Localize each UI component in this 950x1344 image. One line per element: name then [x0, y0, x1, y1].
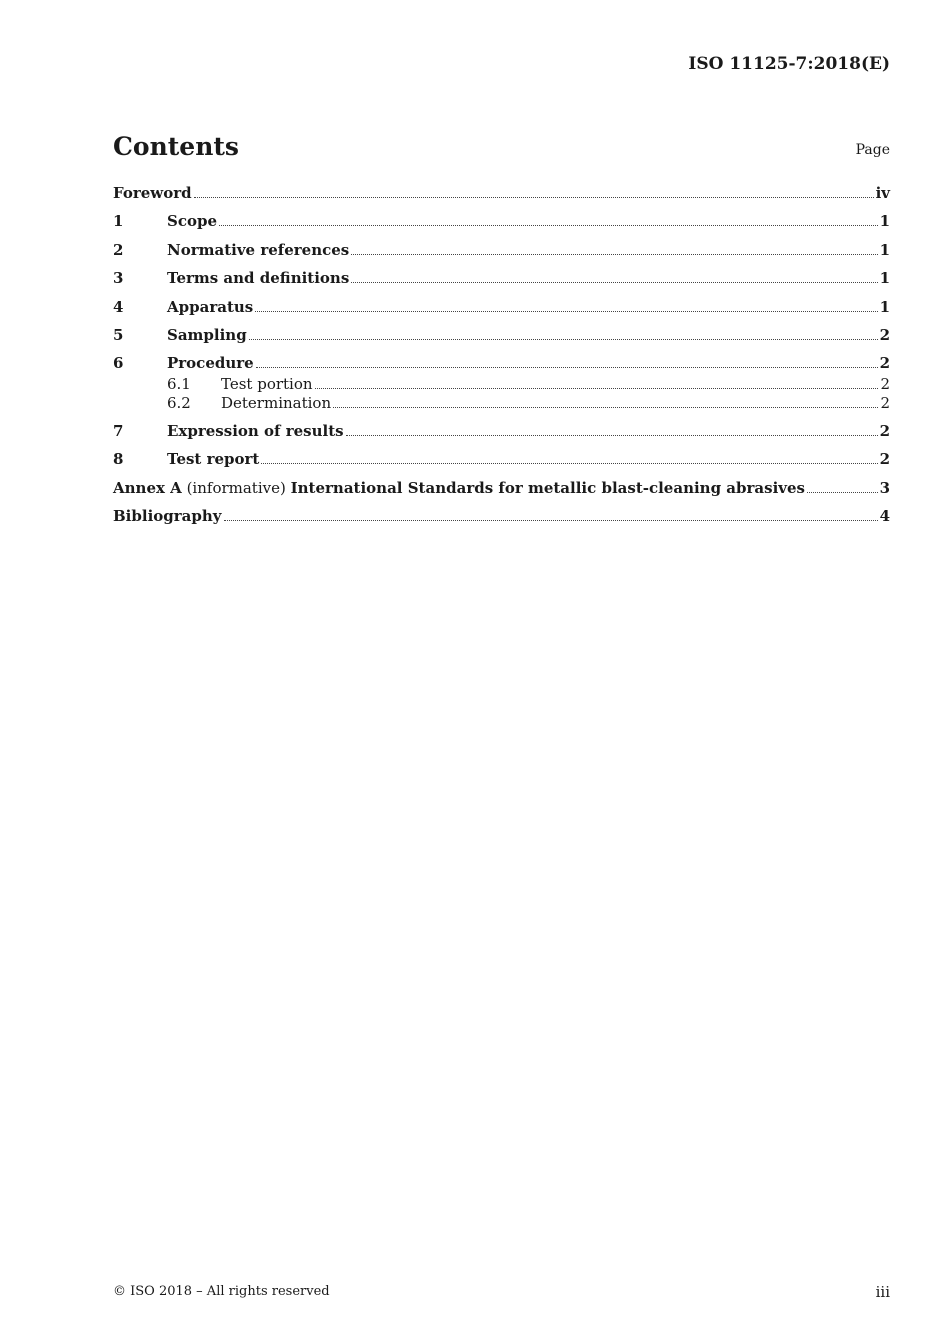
annex-label: Annex A: [113, 478, 182, 497]
toc-subentry-number: 6.2: [167, 393, 191, 412]
toc-entry-number: 8: [113, 450, 124, 469]
toc-subentry-number: 6.1: [167, 374, 191, 393]
toc-entry-number: 5: [113, 325, 124, 344]
toc-entry-page: 2: [879, 421, 890, 440]
toc-subentry-test-portion[interactable]: [113, 375, 890, 394]
dot-leader: [346, 434, 878, 436]
toc-entry-apparatus[interactable]: [113, 298, 890, 326]
toc-entry-number: 3: [113, 269, 124, 288]
toc-entry-title: [113, 479, 805, 497]
toc-entry-page: 1: [879, 297, 890, 316]
toc-entry-expression-of-results[interactable]: [113, 422, 890, 450]
toc-entry-page: 1: [879, 269, 890, 288]
toc-entry-page: 1: [879, 240, 890, 259]
toc-entry-title: Expression of results: [167, 421, 344, 440]
toc-entry-title: Scope: [167, 212, 218, 231]
toc-entry-terms-and-definitions[interactable]: [113, 269, 890, 297]
dot-leader: [333, 406, 878, 408]
dot-leader: [224, 519, 878, 521]
toc-subentry-title: Determination: [221, 393, 332, 412]
toc-entry-scope[interactable]: [113, 212, 890, 240]
toc-entry-title: Test report: [167, 450, 260, 469]
toc-entry-title: Bibliography: [113, 506, 222, 525]
page-number: iii: [875, 1283, 890, 1301]
toc-subentry-determination[interactable]: [113, 394, 890, 413]
toc-entry-title: Normative references: [167, 240, 350, 259]
annex-type: (informative): [186, 478, 286, 497]
dot-leader: [219, 224, 878, 226]
toc-entry-bibliography[interactable]: [113, 507, 890, 535]
toc-entry-number: 4: [113, 297, 124, 316]
dot-leader: [807, 491, 878, 493]
dot-leader: [315, 387, 879, 389]
toc-entry-sampling[interactable]: [113, 326, 890, 354]
dot-leader: [249, 338, 878, 340]
dot-leader: [351, 281, 877, 283]
toc-entry-number: 1: [113, 212, 124, 231]
copyright-notice: © ISO 2018 – All rights reserved: [113, 1284, 330, 1299]
toc-entry-number: 7: [113, 421, 124, 440]
dot-leader: [194, 196, 874, 198]
toc-entry-number: 2: [113, 240, 124, 259]
toc-entry-foreword[interactable]: [113, 184, 890, 212]
dot-leader: [255, 310, 877, 312]
dot-leader: [256, 366, 878, 368]
toc-entry-title: Sampling: [167, 325, 247, 344]
toc-entry-title: Terms and definitions: [167, 269, 350, 288]
dot-leader: [351, 253, 877, 255]
page-column-label: Page: [855, 142, 890, 158]
toc-entry-title: Procedure: [167, 354, 254, 373]
toc-entry-page: 3: [879, 478, 890, 497]
toc-entry-title: Foreword: [113, 184, 192, 202]
toc-subentry-title: Test portion: [221, 374, 313, 393]
toc-entry-test-report[interactable]: [113, 450, 890, 478]
toc-entry-page: 2: [879, 354, 890, 373]
dot-leader: [261, 462, 877, 464]
toc-entry-page: 2: [879, 325, 890, 344]
toc-entry-page: 4: [879, 506, 890, 525]
toc-subentry-page: 2: [880, 393, 890, 412]
toc-subentry-page: 2: [880, 374, 890, 393]
toc-entry-normative-references[interactable]: [113, 241, 890, 269]
toc-entry-number: 6: [113, 354, 124, 373]
contents-title: Contents: [113, 132, 240, 161]
annex-title: International Standards for metallic blast-cleaning abrasives: [290, 478, 805, 497]
toc-entry-title: Apparatus: [167, 297, 254, 316]
table-of-contents: [113, 184, 890, 535]
document-id: ISO 11125-7:2018(E): [688, 54, 890, 74]
toc-entry-page: iv: [875, 184, 890, 202]
toc-entry-page: 1: [879, 212, 890, 231]
toc-entry-page: 2: [879, 450, 890, 469]
toc-entry-annex-a[interactable]: [113, 479, 890, 507]
